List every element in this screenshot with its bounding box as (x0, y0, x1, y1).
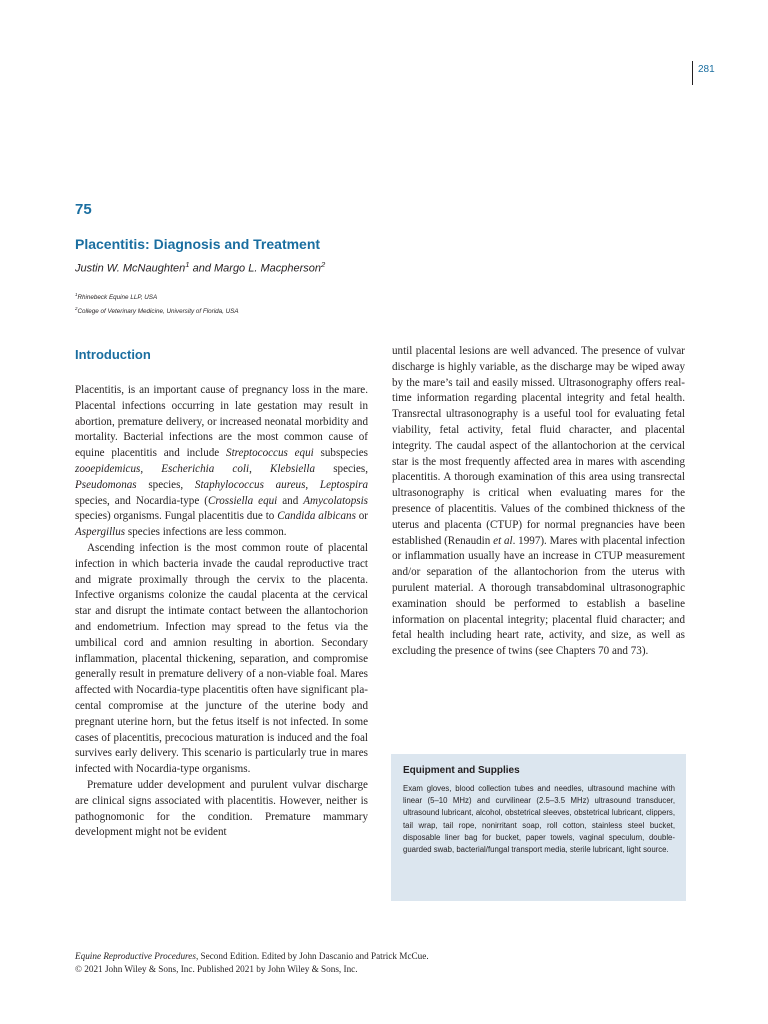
text-run: species, (136, 478, 195, 491)
equipment-box-title: Equipment and Supplies (403, 765, 520, 776)
species-name: Pseudomonas (75, 478, 137, 491)
species-name: zooepidemicus (75, 462, 141, 475)
species-name: Aspergillus (75, 526, 126, 539)
text-run: or (355, 510, 369, 523)
equipment-box-text: Exam gloves, blood collection tubes and needles, ultrasound machine with linear (5–10 MHz) and curvilinear (2.5–3.5 MHz) ultrasound transducer, ultrasound lubricant, alcohol, obstetrical sleeves, obstetrical lubricant, clippers, tail wrap, tail rope, nonirritant soap, roll cotton, stainless steel bucket, disposable liner bag for bucket, paper towels, vaginal speculum, doubleguarded swab, bacterial/fungal transport media, sterile lubricant, light source. (403, 784, 675, 855)
text-run: Placentitis, is an important cause of pregnancy loss in the mare. Placental infections occurring in late gestation may result in abortion, premature delivery, or increased neonatal morbidity and mortality. Bacterial infections are the most common cause of equine placentitis and include (75, 384, 368, 460)
text-run: , (249, 462, 271, 475)
species-name: Escherichia coli (161, 462, 250, 475)
page-number: 281 (698, 64, 715, 75)
text-run: species, and Nocardia‐type ( (75, 494, 208, 507)
author-conjunction: and (189, 262, 214, 275)
author-name: Margo L. Macpherson (214, 262, 321, 275)
body-paragraph: Ascending infection is the most common route of placental infection in which bacteria invade the caudal reproductive tract and migrate proximally through the cervix to the placenta. Infective organisms colonize the caudal placenta at the cervical star and disrupt the intimate contact between the allantochorion and endometrium. Infection may spread to the fetus via the umbilical cord and amnion resulting in abortion. Secondary inflammation, placental thickening, separation, and compromise generally result in premature delivery of a non‐viable foal. Mares affected with Nocardia‐type placentitis often have significant placental compromise at the juncture of the uterine body and pregnant uterine horn, but the fetus itself is not infected. In some cases of placentitis, precocious maturation is induced and the foal survives early delivery. This scenario is particularly true in mares infected with Nocardia‐type organisms. (75, 541, 368, 776)
book-title: Equine Reproductive Procedures (75, 951, 196, 961)
text-run: and (277, 494, 304, 507)
body-paragraph (75, 383, 368, 541)
page-footer (75, 950, 429, 976)
page-number-rule (692, 61, 693, 85)
chapter-title: Placentitis: Diagnosis and Treatment (75, 236, 321, 252)
right-column (392, 344, 685, 660)
body-paragraph (392, 344, 685, 660)
copyright-line: © 2021 John Wiley & Sons, Inc. Published 2021 by John Wiley & Sons, Inc. (75, 964, 358, 974)
text-run: species, (315, 462, 369, 475)
text-run: subspecies (313, 447, 368, 460)
text-run: species) organisms. Fungal placentitis due to (75, 510, 278, 523)
species-name: Leptospira (319, 478, 368, 491)
species-name: Klebsiella (270, 462, 316, 475)
affiliation-text: Rhinebeck Equine LLP, USA (77, 294, 158, 302)
species-name: Amycolatopsis (303, 494, 368, 507)
author-list (75, 260, 325, 275)
species-name: Staphylococcus aureus (194, 478, 306, 491)
species-name: Crossiella equi (207, 494, 278, 507)
citation-etal: et al (493, 534, 513, 547)
text-run: , (305, 478, 320, 491)
author-name: Justin W. McNaughten (75, 262, 186, 275)
species-name: Candida albicans (277, 510, 356, 523)
footer-edition-text: , Second Edition. Edited by John Dascanio and Patrick McCue. (195, 951, 429, 961)
species-name: Streptococcus equi (226, 447, 314, 460)
chapter-number: 75 (75, 201, 92, 218)
affiliation-mark: 2 (75, 306, 78, 312)
affiliations (75, 289, 239, 317)
affiliation-text: College of Veterinary Medicine, University of Florida, USA (77, 308, 239, 316)
text-run: until placental lesions are well advanced. The presence of vulvar discharge is highly variable, as the discharge may be wiped away by the mare’s tail and easily missed. Ultrasonography offers real‐time information regarding placental integrity and fetal health. Transrectal ultrasonography is a useful tool for evaluating fetal viability, fetal activity, fetal fluid character, and placental integrity. The caudal aspect of the allantochorion at the cervical star is the most frequently affected area in mares with ascending placentitis. A thorough examination of this area using transrectal ultrasonography is critical when evaluating mares for the presence of placentitis. Values of the combined thickness of the uterus and placenta (CTUP) for normal pregnancies have been established (Renaudin (392, 345, 685, 547)
left-column (75, 344, 368, 841)
affiliation-mark: 1 (75, 292, 78, 297)
affiliation (75, 303, 239, 317)
affiliation (75, 289, 239, 303)
footer-line (75, 950, 429, 963)
affiliation-mark: 2 (321, 260, 326, 269)
text-run: . 1997). Mares with placental infection or inflammation usually have an increase in CTUP measurement and/or separation of the allantochorion from the uterus with purulent material. A thorough transabdominal ultrasonographic examination should be performed to establish a baseline information on placental integrity; placental fluid character; and fetal health including heart rate, activity, and size, as well as excluding the presence of twins (see Chapters 70 and 73). (392, 534, 685, 658)
section-heading-introduction: Introduction (75, 347, 151, 362)
text-run: species infections are less common. (125, 526, 287, 539)
equipment-supplies-box (391, 754, 686, 901)
affiliation-mark: 1 (185, 260, 190, 269)
text-run: , (140, 462, 162, 475)
body-paragraph: Premature udder development and purulent vulvar discharge are clinical signs associated with placentitis. However, neither is pathognomonic for the condition. Premature mammary development might not be evident (75, 778, 368, 839)
